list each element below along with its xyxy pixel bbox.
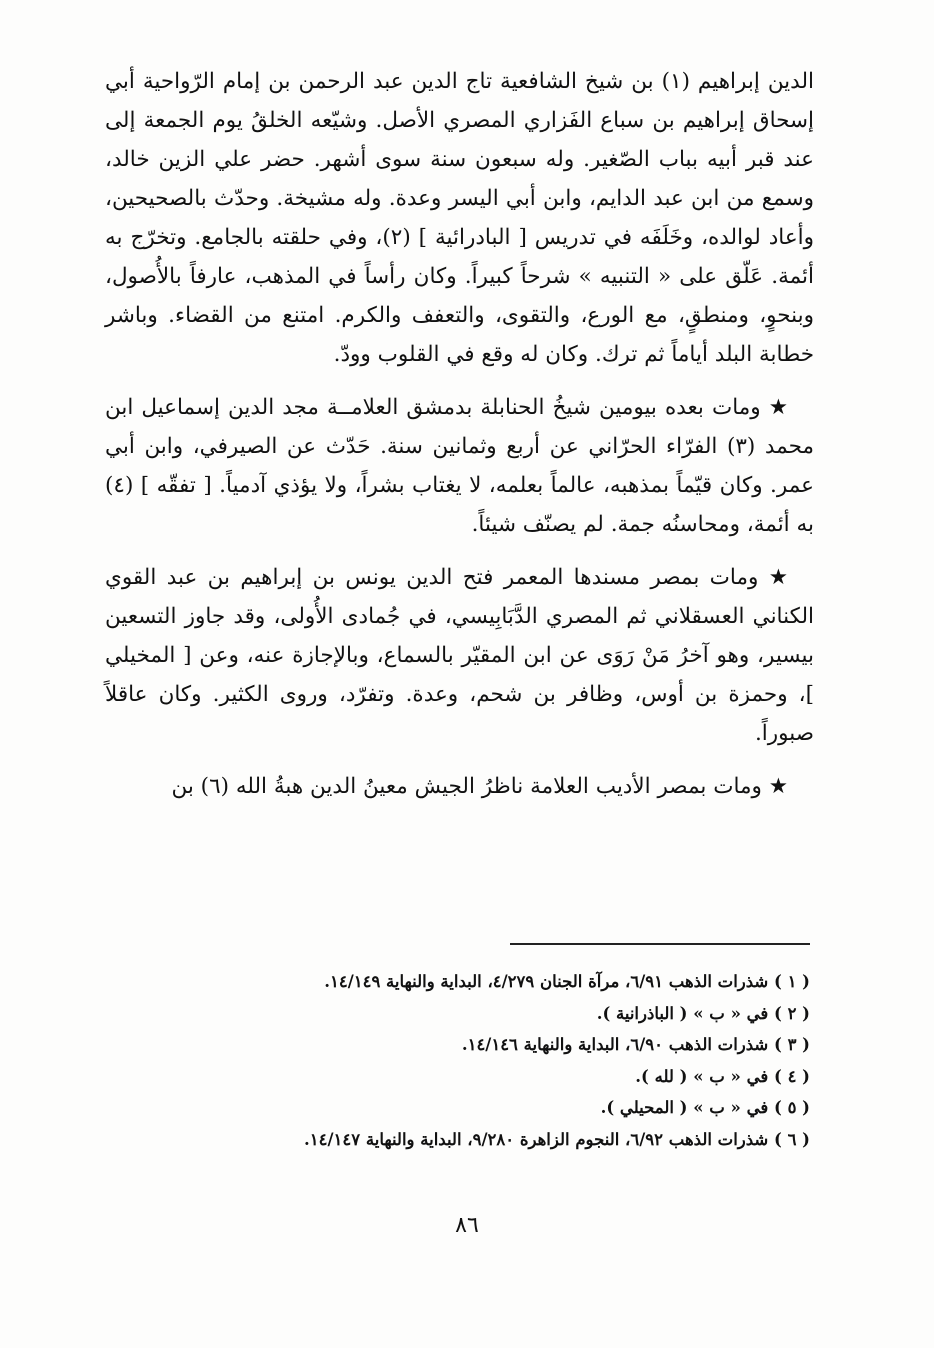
paragraph-yunus: ★ ومات بمصر مسندها المعمر فتح الدين يونس بن إبراهيم بن عبد القوي الكناني العسقلاني ثم المصري الدَّبَابِيسي، في جُمادى الأُولى، وقد جاوز التسعين بيسير، وهو آخرُ مَنْ رَوَى عن ابن المقيّر بالسماع، وبالإجازة عنه، وعن [ المخيلي ]، وحمزة بن أوس، وظافر بن شحم، وعدة. وتفرّد، وروى الكثير. وكان عاقلاً صبوراً. <box>105 565 814 746</box>
paragraph-ibrahim: الدين إبراهيم (١) بن شيخ الشافعية تاج الدين عبد الرحمن بن إمام الرّواحية أبي إسحاق إبراهيم بن سباع الفَزاري المصري الأصل. وشيّعه الخلقُ يوم الجمعة إلى عند قبر أبيه بباب الصّغير. وله سبعون سنة سوى أشهر. حضر علي الزين خالد، وسمع من ابن عبد الدايم، وابن أبي اليسر وعدة. وله مشيخة. وحدّث بالصحيحين، وأعاد لوالده، وخَلَفَه في تدريس [ البادرائية ] (٢)، وفي حلقته بالجامع. وتخرّج به أئمة. عَلّق على « التنبيه » شرحاً كبيراً. وكان رأساً في المذهب، عارفاً بالأُصول، وبنحوٍ، ومنطقٍ، مع الورع، والتقوى، والتعفف والكرم. امتنع من القضاء. وباشر خطابة البلد أياماً ثم ترك. وكان له وقع في القلوب وودّ. <box>105 69 814 367</box>
paragraph-hibatullah: ★ ومات بمصر الأديب العلامة ناظرُ الجيش معينُ الدين هبةُ الله (٦) بن <box>171 774 788 799</box>
paragraph-ismail: ★ ومات بعده بيومين شيخُ الحنابلة بدمشق العلامــة مجد الدين إسماعيل ابن محمد (٣) الفرّاء الحرّاني عن أربع وثمانين سنة. حَدّث عن الصيرفي، وابن أبي عمر. وكان قيّماً بمذهبه، عالماً بعلمه، لا يغتاب بشراً، ولا يؤذي آدمياً. [ تفقّه ] (٤) به أئمة، ومحاسنُه جمة. لم يصنّف شيئاً. <box>105 395 814 537</box>
footnote-1: ( ١ ) شذرات الذهب ٦/٩١، مرآة الجنان ٤/٢٧٩، البداية والنهاية ١٤/١٤٩. <box>324 972 810 991</box>
footnote-separator <box>510 943 810 945</box>
footnote-3: ( ٣ ) شذرات الذهب ٦/٩٠، البداية والنهاية ١٤/١٤٦. <box>461 1035 810 1054</box>
footnote-2: ( ٢ ) في « ب » ( الباذرانية ). <box>596 1003 810 1023</box>
main-text <box>105 62 814 820</box>
footnote-5: ( ٥ ) في « ب » ( المحيلي ). <box>600 1098 810 1117</box>
footnote-4: ( ٤ ) في « ب » ( لله ). <box>635 1066 810 1086</box>
footnotes <box>160 966 810 1155</box>
footnote-6: ( ٦ ) شذرات الذهب ٦/٩٢، النجوم الزاهرة ٩/٢٨٠، البداية والنهاية ١٤/١٤٧. <box>304 1129 810 1149</box>
page-number: ٨٦ <box>455 1213 479 1238</box>
